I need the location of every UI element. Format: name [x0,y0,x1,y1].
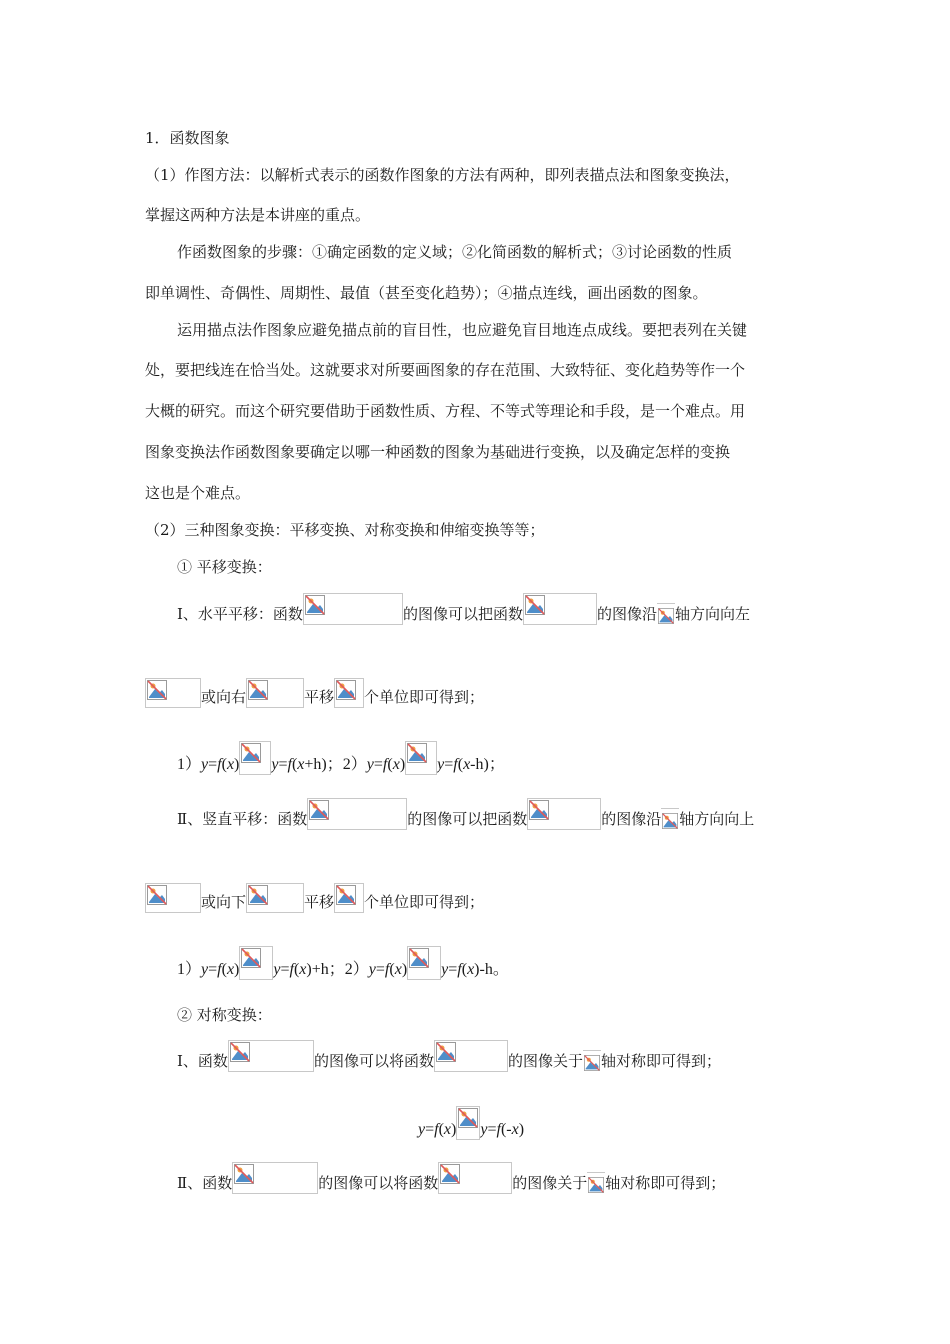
text: 的图像可以将函数 [313,1052,434,1070]
vertical-shift-line-cont [145,883,484,917]
broken-image-icon [145,678,201,708]
math-var: x [463,756,471,773]
math-var: y [366,756,374,773]
math-var: y [480,1121,488,1138]
text: 轴对称即可得到； [605,1174,726,1192]
arrow-image-icon [239,946,273,980]
math-var: f [287,756,292,773]
math-op: = [373,756,383,773]
broken-image-icon [583,1050,601,1072]
broken-image-icon [303,593,403,625]
math-var: f [382,756,388,773]
math-var: y [441,961,449,978]
math-op: ( [291,756,298,773]
math-op: )+h； [306,961,345,978]
text: 或向右 [201,688,247,706]
symmetry-x-line [177,1040,721,1074]
paragraph-steps: 作函数图象的步骤：①确定函数的定义域；②化简函数的解析式；③讨论函数的性质 [177,243,733,261]
math-op: ( [461,961,468,978]
math-op: +h)； [304,756,343,773]
symmetry-title: ② 对称变换： [177,1006,272,1024]
math-op: (- [500,1121,512,1138]
broken-image-icon [434,1040,508,1072]
math-var: x [392,756,400,773]
broken-image-icon [523,593,597,625]
broken-image-icon [334,883,364,913]
broken-image-icon [246,678,304,708]
text: 轴方向向上 [679,810,755,828]
text: 的图像关于 [507,1052,583,1070]
math-op: ) [234,756,240,773]
symmetry-y-line [177,1162,725,1196]
paragraph-plotting-4: 图象变换法作函数图象要确定以哪一种函数的图象为基础进行变换，以及确定怎样的变换 [145,443,731,461]
math-op: ( [438,1121,444,1138]
text: 平移 [304,893,335,911]
broken-image-icon [246,883,304,913]
text: Ⅱ、竖直平移：函数 [177,810,308,828]
math-var: y [437,756,445,773]
translation-title: ① 平移变换： [177,558,272,576]
horizontal-shift-line [177,593,750,627]
text: 1） [177,756,202,773]
math-op: = [375,961,385,978]
math-var: x [511,1121,519,1138]
broken-image-icon [527,798,601,830]
paragraph-plotting-5: 这也是个难点。 [145,484,251,502]
math-op: )-h。 [474,961,509,978]
math-op: ( [387,756,393,773]
math-var: f [217,756,222,773]
text: 个单位即可得到； [364,688,485,706]
broken-image-icon [232,1162,318,1194]
math-op: -h)； [470,756,505,773]
math-op: = [487,1121,497,1138]
text: 或向下 [201,893,247,911]
paragraph-plotting: 运用描点法作图象应避免描点前的盲目性，也应避免盲目地连点成线。要把表列在关键 [177,321,748,339]
paragraph-plotting-3: 大概的研究。而这个研究要借助于函数性质、方程、不等式等理论和手段，是一个难点。用 [145,402,746,420]
symmetry-x-formula [418,1106,524,1140]
text: 的图像关于 [512,1174,588,1192]
broken-image-icon [661,808,679,830]
text: 轴方向向左 [674,605,750,623]
paragraph-method-cont: 掌握这两种方法是本讲座的重点。 [145,206,371,224]
math-op: ( [221,961,227,978]
math-op: ( [457,756,464,773]
math-op: = [448,961,458,978]
math-var: x [226,961,235,978]
math-op: ) [401,961,408,978]
arrow-image-icon [405,741,437,775]
paragraph-plotting-2: 处，要把线连在恰当处。这就要求对所要画图象的存在范围、大致特征、变化趋势等作一个 [145,361,746,379]
broken-image-icon [587,1172,605,1194]
text: 平移 [304,688,335,706]
math-var: y [201,961,209,978]
text: 的图像可以将函数 [318,1174,439,1192]
broken-image-icon [307,798,407,830]
arrow-image-icon [456,1106,480,1140]
math-op: ) [518,1121,525,1138]
math-op: = [208,961,218,978]
horizontal-shift-formulas [177,741,505,775]
math-op: ) [234,961,240,978]
paragraph-method: （1）作图方法：以解析式表示的函数作图象的方法有两种，即列表描点法和图象变换法， [145,166,740,184]
math-op: = [280,961,290,978]
text: 的图像沿 [601,810,662,828]
text: 2） [342,756,367,773]
horizontal-shift-line-cont [145,678,484,712]
math-var: x [297,756,305,773]
math-op: ) [451,1121,457,1138]
section-heading: 1．函数图象 [145,129,230,147]
text: 个单位即可得到； [364,893,485,911]
math-var: x [443,1121,452,1138]
math-var: f [453,756,458,773]
math-var: y [201,756,209,773]
math-var: y [368,961,376,978]
arrow-image-icon [239,741,271,775]
math-var: f [217,961,222,978]
text: 的图像沿 [596,605,657,623]
math-var: f [289,961,294,978]
math-op: = [425,1121,435,1138]
text: 轴对称即可得到； [600,1052,721,1070]
text: Ⅱ、函数 [177,1174,233,1192]
math-op: ) [399,756,406,773]
math-var: y [418,1121,426,1138]
math-var: x [226,756,235,773]
vertical-shift-line [177,798,754,832]
math-var: y [271,756,279,773]
broken-image-icon [438,1162,512,1194]
broken-image-icon [657,603,675,625]
text: 的图像可以把函数 [402,605,523,623]
math-var: f [434,1121,439,1138]
math-var: x [299,961,307,978]
text: 2） [344,961,369,978]
text: 1） [177,961,202,978]
math-op: = [208,756,218,773]
broken-image-icon [334,678,364,708]
math-var: f [384,961,390,978]
math-op: ( [221,756,227,773]
math-op: ( [389,961,395,978]
text: 的图像可以把函数 [407,810,528,828]
broken-image-icon [228,1040,314,1072]
text: Ⅰ、水平平移：函数 [177,605,303,623]
math-var: x [467,961,475,978]
vertical-shift-formulas [177,946,509,980]
math-var: y [273,961,281,978]
math-op: ( [293,961,300,978]
math-var: x [394,961,402,978]
arrow-image-icon [407,946,441,980]
math-op: = [278,756,288,773]
math-var: f [457,961,462,978]
broken-image-icon [145,883,201,913]
math-op: = [444,756,454,773]
math-var: f [496,1121,501,1138]
paragraph-steps-cont: 即单调性、奇偶性、周期性、最值（甚至变化趋势）；④描点连线，画出函数的图象。 [145,284,708,302]
text: Ⅰ、函数 [177,1052,228,1070]
paragraph-transforms: （2）三种图象变换：平移变换、对称变换和伸缩变换等等； [145,521,545,539]
